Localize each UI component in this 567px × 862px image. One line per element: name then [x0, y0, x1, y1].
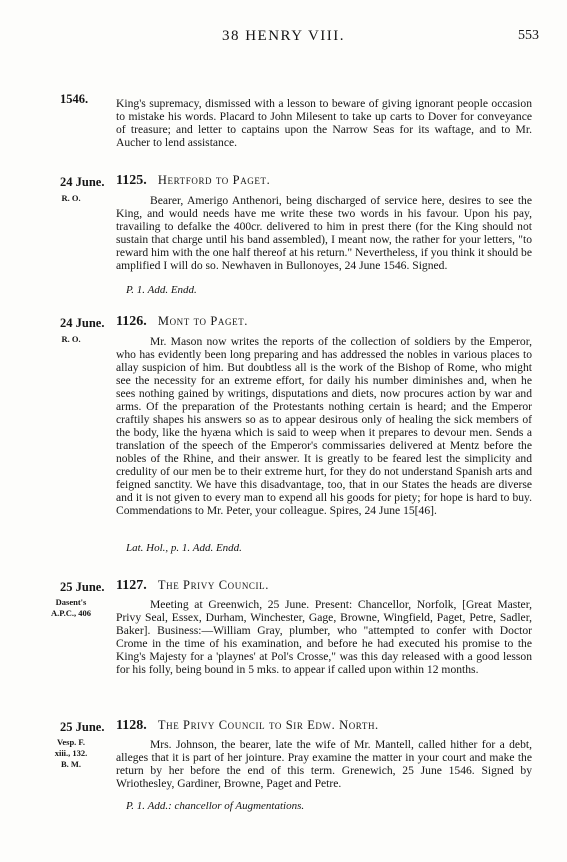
entry-text: Mr. Mason now writes the reports of the collection of soldiers by the Emperor, who has evidently been long preparing and has addressed the nobles in various places to allay suspicion of him. But doubtless all is the work of the Bishop of Rome, who might see the necessity for an extreme effort, for daily his number diminishes and, when he sees nothing gained by writings, disputations and diets, now procures action by war and arms. Of the preparation of the Protestants nothing certain is heard; and the Emperor craftily shapes his answers so as to appear desirous only of healing the sick members of the body, like the hyæna which is said to weep when it prepares to devour men. Sends a translation of the speech of the Emperor's commissaries delivered at Mentz before the nobles of the Rhine, and their answer. It is greatly to be feared lest the simplicity and credulity of our men be to their extreme hurt, for they do not understand Spanish arts and feigned sanctity. We have this disadvantage, too, that in our States the heads are diverse and it is not given to every man to expend all his goods for piety; for hope is hard to buy. Commendations to Mr. Peter, your colleague. Spires, 24 June 15[46].	[116, 335, 532, 517]
entry-text: Mrs. Johnson, the bearer, late the wife of Mr. Mantell, called hither for a debt, alleges that it is part of her jointure. Pray examine the matter in your court and make the return by her before the end of this term. Grenewich, 25 June 1546. Signed by Wriothesley, Gardiner, Browne, Paget and Petre.	[116, 738, 532, 790]
entry-heading	[116, 718, 379, 734]
source-line: Vesp. F.	[57, 737, 85, 747]
source-line: xiii., 132.	[54, 748, 88, 758]
entry-title: Mont to Paget.	[157, 314, 249, 328]
page-number: 553	[518, 28, 539, 43]
entry-heading	[116, 173, 270, 189]
entry-number: 1128.	[116, 718, 147, 733]
entry-date: 24 June.	[60, 316, 105, 330]
entry-title: Hertford to Paget.	[157, 173, 271, 187]
entry-number: 1125.	[116, 173, 147, 188]
source-line: R. O.	[61, 334, 81, 344]
entry-text: Bearer, Amerigo Anthenori, being discharged of service here, desires to see the King, and would needs have me write these two words in his favour. Upon his pay, travailing to defalke the 400cr. delivered to him in prest there (for the King should not sustain that charge until his band assembled), I meant now, the rather for your letters, "to reward him with the one half thereof at his return." Nevertheless, if you think it should be amplified I will do so. Newhaven in Bullonoyes, 24 June 1546. Signed.	[116, 194, 532, 272]
entry-source	[44, 597, 98, 619]
intro-year: 1546.	[60, 92, 89, 106]
page-header-title: 38 HENRY VIII.	[221, 28, 346, 44]
source-line: A.P.C., 406	[50, 608, 92, 618]
entry-heading	[116, 578, 269, 594]
intro-text: King's supremacy, dismissed with a lesson to beware of giving ignorant people occasion to mistake his words. Placard to John Milesent to take up carts to Dover for conveyance of treasure; and letter to captains upon the Narrow Seas for its waftage, and to Mr. Aucher to lend assistance.	[116, 97, 532, 149]
source-line: R. O.	[61, 193, 81, 203]
entry-date: 24 June.	[60, 175, 105, 189]
source-line: Dasent's	[55, 597, 87, 607]
entry-date: 25 June.	[60, 580, 105, 594]
entry-footnote: P. 1. Add. Endd.	[126, 284, 197, 296]
entry-number: 1126.	[116, 314, 147, 329]
entry-date: 25 June.	[60, 720, 105, 734]
entry-number: 1127.	[116, 578, 147, 593]
entry-text: Meeting at Greenwich, 25 June. Present: Chancellor, Norfolk, [Great Master, Privy Seal, Essex, Durham, Winchester, Gage, Browne, Wingfield, Paget, Petre, Sadler, Baker]. Business:—William Gray, plumber, who "attempted to confer with Doctor Crome in the time of his examination, and before he had executed his promise to the King's Majesty for a 'playnes' at Pol's Crosse," was this day released with a good lesson for his folly, being bound in 5 mks. to appear if called upon within 12 months.	[116, 598, 532, 676]
entry-title: The Privy Council.	[157, 578, 269, 592]
entry-title: The Privy Council to Sir Edw. North.	[157, 718, 379, 732]
entry-heading	[116, 314, 248, 330]
entry-source	[44, 193, 98, 204]
entry-source	[44, 334, 98, 345]
source-line: B. M.	[60, 759, 82, 769]
entry-footnote: P. 1. Add.: chancellor of Augmentations.	[126, 800, 305, 812]
entry-footnote: Lat. Hol., p. 1. Add. Endd.	[126, 542, 242, 554]
entry-source	[44, 737, 98, 770]
